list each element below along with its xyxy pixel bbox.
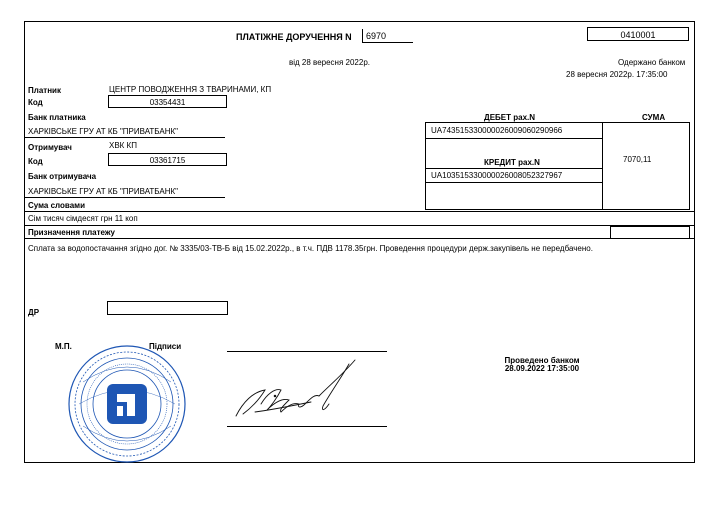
payer-code-box [108,95,227,108]
sum-label: СУМА [642,113,666,122]
bank-stamp-icon [65,342,189,466]
accounts-table [425,122,690,210]
signature-line-1 [227,351,387,352]
payment-order-document [24,21,695,463]
recipient-bank: ХАРКІВСЬКЕ ГРУ АТ КБ "ПРИВАТБАНК" [28,187,178,196]
payer-bank: ХАРКІВСЬКЕ ГРУ АТ КБ "ПРИВАТБАНК" [28,127,178,136]
mp-label: М.П. [55,342,72,351]
recipient-bank-label: Банк отримувача [28,172,97,181]
debit-row-line [425,138,602,139]
form-code: 0410001 [620,30,656,40]
payer-code: 03354431 [149,98,186,107]
dr-label: ДР [28,308,40,317]
payer-label: Платник [28,86,61,95]
purpose-line [25,238,695,239]
document-date: від 28 вересня 2022р. [289,58,370,67]
processed-date: 28.09.2022 17:35:00 [504,364,580,373]
document-number-box [362,29,413,43]
payer-name: ЦЕНТР ПОВОДЖЕННЯ З ТВАРИНАМИ, КП [109,85,272,94]
form-code-box [587,27,689,41]
credit-bottom-line [425,182,602,183]
payer-code-label: Код [28,98,43,107]
signature-icon [231,354,371,426]
recipient-code: 03361715 [149,156,186,165]
recipient-name: ХВК КП [109,141,137,150]
document-number: 6970 [366,31,387,41]
credit-label: КРЕДИТ рах.N [484,158,540,167]
purpose-label: Призначення платежу [28,228,116,237]
recipient-label: Отримувач [28,143,72,152]
credit-account: UA103515330000026008052327967 [431,171,563,180]
debit-label: ДЕБЕТ рах.N [484,113,536,122]
received-date: 28 вересня 2022р. 17:35:00 [566,70,668,79]
amount-words-label: Сума словами [28,201,86,210]
purpose-text: Сплата за водопостачання згідно дог. № 3335/03-ТВ-Б від 15.02.2022р., в т.ч. ПДВ 1178.35грн. Проведення процедури держ.закупівель не передбачено. [28,244,593,253]
payer-bank-underline [25,137,225,138]
recipient-bank-underline [25,197,225,198]
sum-value: 7070,11 [623,155,652,164]
payer-bank-label: Банк платника [28,113,86,122]
recipient-code-box [108,153,227,166]
amount-words-top-line [25,211,695,212]
document-title: ПЛАТІЖНЕ ДОРУЧЕННЯ N [236,32,352,42]
recipient-code-label: Код [28,157,43,166]
amount-words-value: Сім тисяч сімдесят грн 11 коп [28,214,138,223]
credit-top-line [425,168,602,169]
received-label: Одержано банком [618,58,686,67]
amount-words-bottom-line [25,225,695,226]
signatures-label: Підписи [149,342,182,351]
accounts-divider [602,122,603,210]
dr-box [107,301,228,315]
processed-label: Проведено банком [504,356,580,365]
debit-account: UA743515330000026009060290966 [431,126,563,135]
signature-line-2 [227,426,387,427]
